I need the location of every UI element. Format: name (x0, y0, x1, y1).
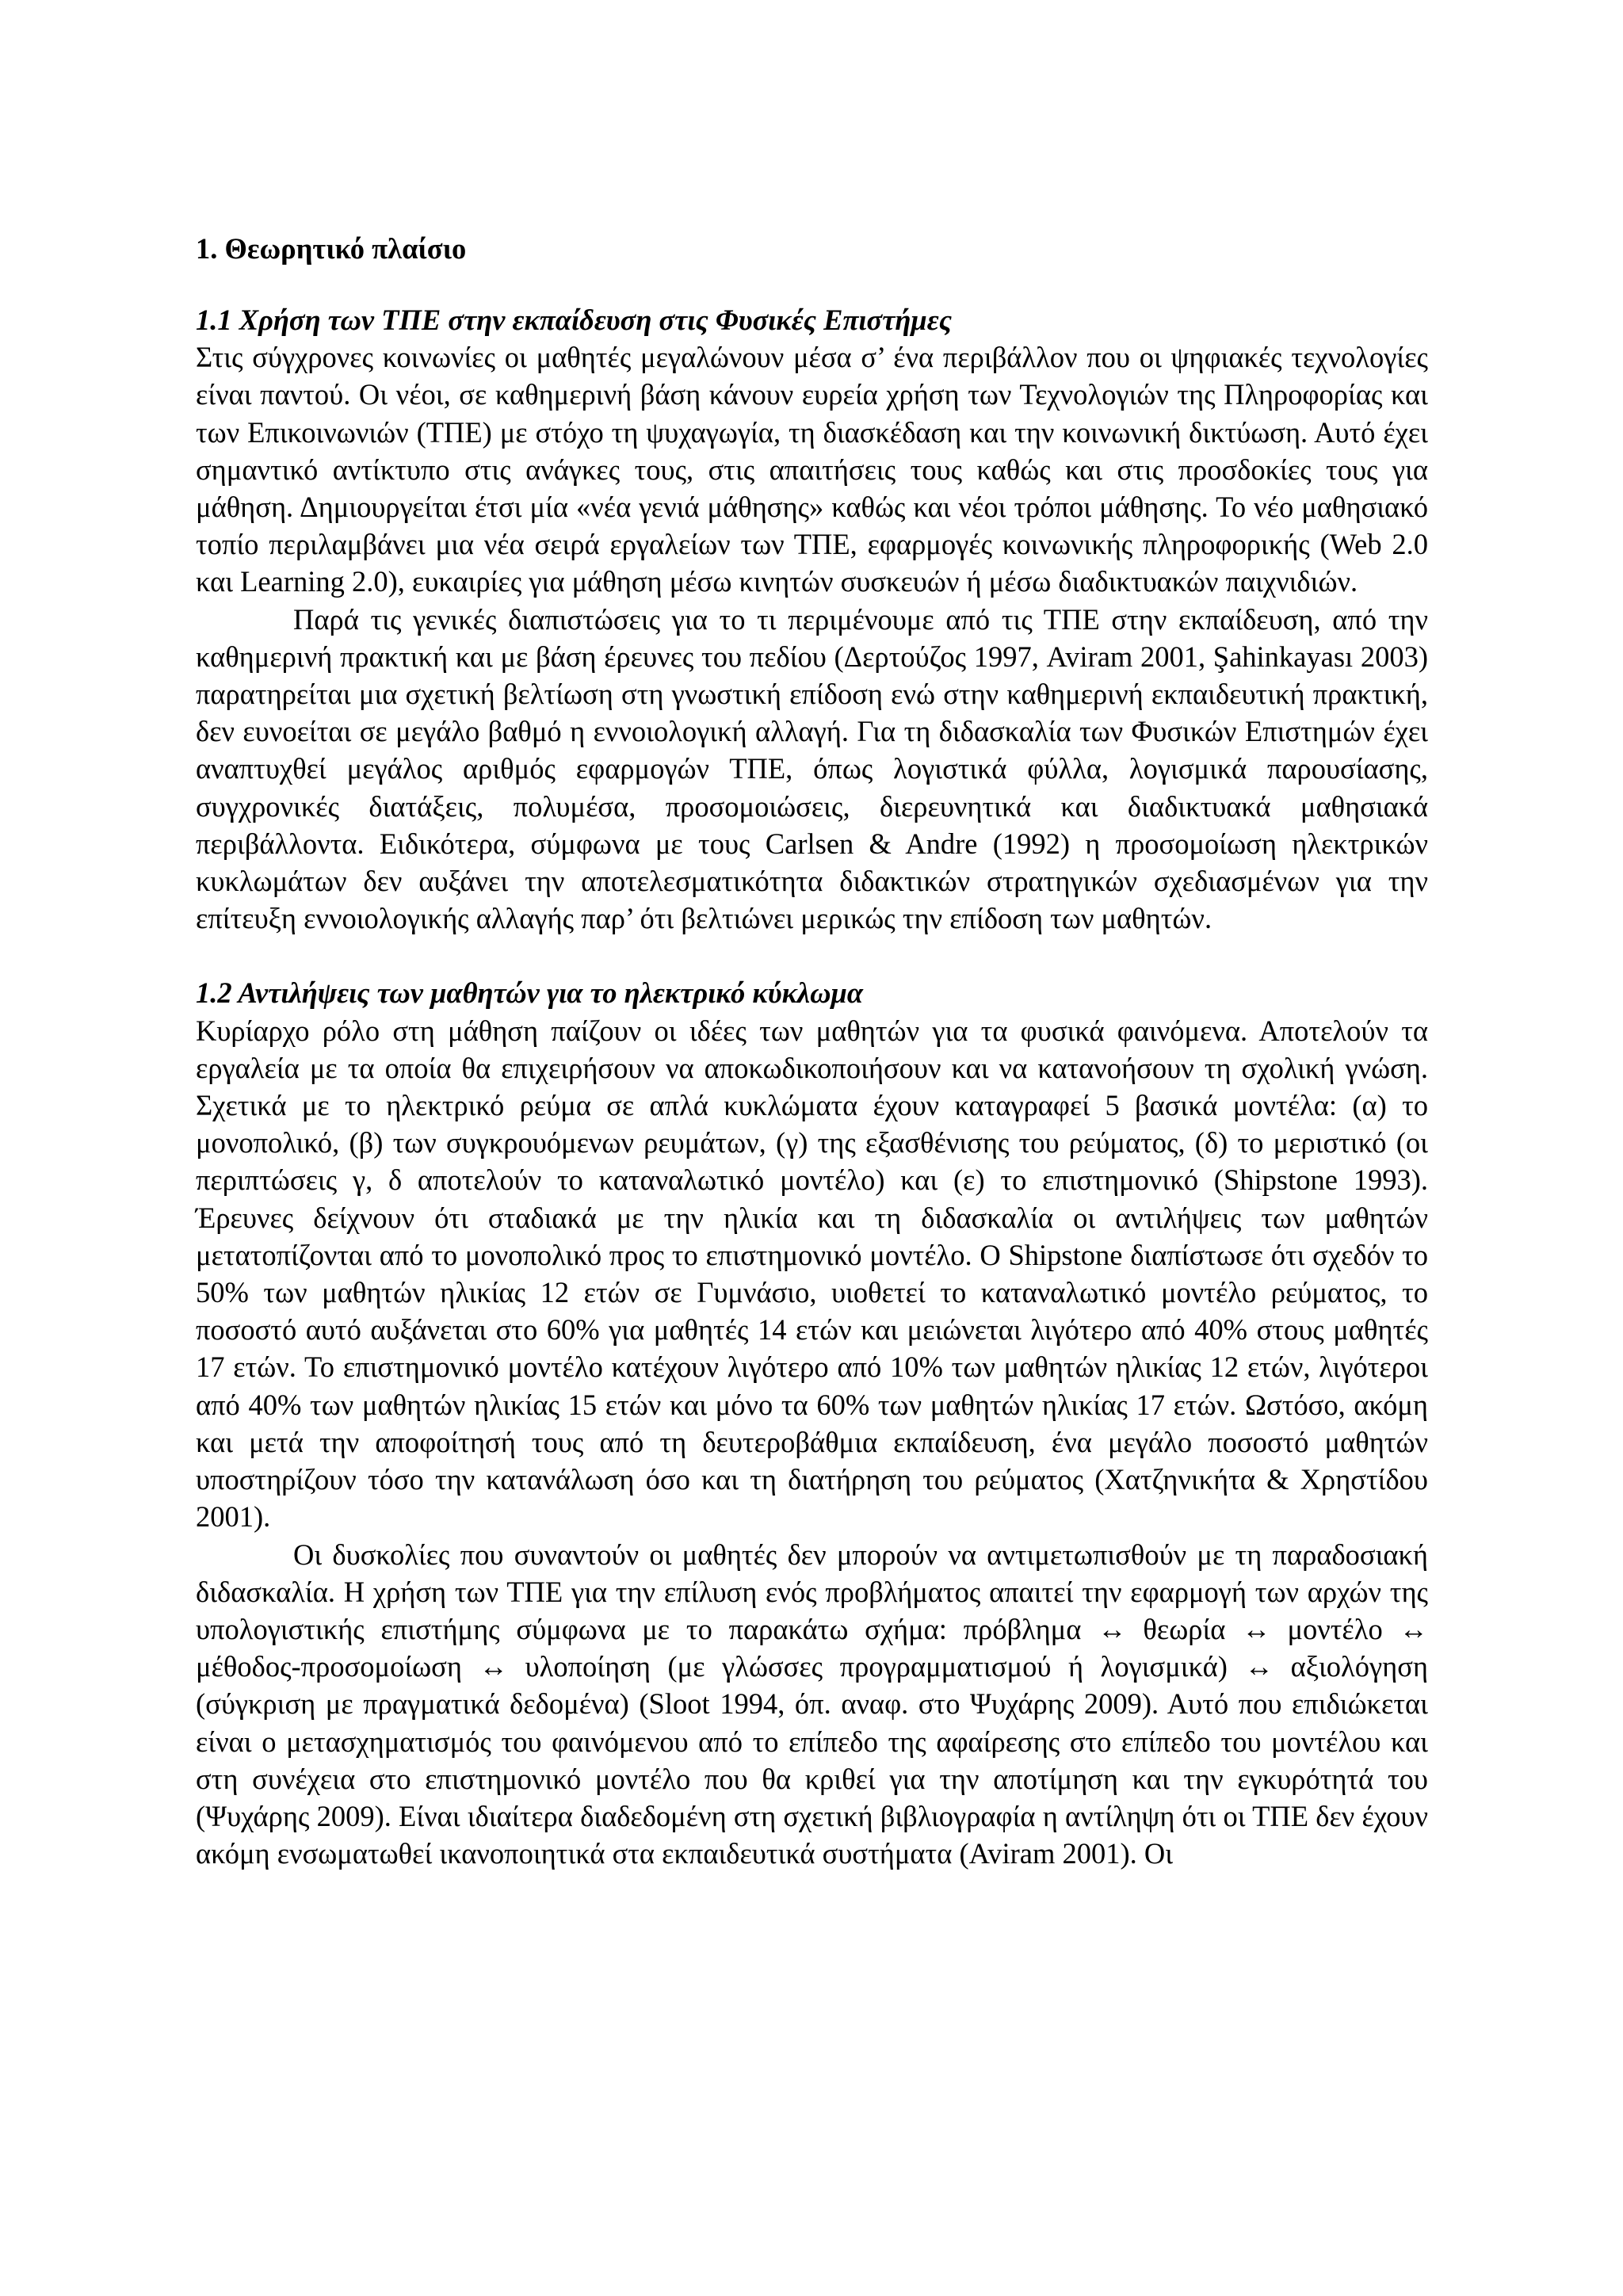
section-spacer (196, 937, 1428, 974)
page-content (196, 230, 1428, 1872)
paragraph: Παρά τις γενικές διαπιστώσεις για το τι περιμένουμε από τις ΤΠΕ στην εκπαίδευση, από την καθημερινή πρακτική και με βάση έρευνες του πεδίου (Δερτούζος 1997, Aviram 2001, Şahinkayası 2003) παρατηρείται μια σχετική βελτίωση στη γνωστική επίδοση ενώ στην καθημερινή εκπαιδευτική πρακτική, δεν ευνοείται σε μεγάλο βαθμό η εννοιολογική αλλαγή. Για τη διδασκαλία των Φυσικών Επιστημών έχει αναπτυχθεί μεγάλος αριθμός εφαρμογών ΤΠΕ, όπως λογιστικά φύλλα, λογισμικά παρουσίασης, συγχρονικές διατάξεις, πολυμέσα, προσομοιώσεις, διερευνητικά και διαδικτυακά μαθησιακά περιβάλλοντα. Ειδικότερα, σύμφωνα με τους Carlsen & Andre (1992) η προσομοίωση ηλεκτρικών κυκλωμάτων δεν αυξάνει την αποτελεσματικότητα διδακτικών στρατηγικών σχεδιασμένων για την επίτευξη εννοιολογικής αλλαγής παρ’ ότι βελτιώνει μερικώς την επίδοση των μαθητών. (196, 602, 1428, 935)
paragraph: Οι δυσκολίες που συναντούν οι μαθητές δεν μπορούν να αντιμετωπισθούν με τη παραδοσιακή διδασκαλία. Η χρήση των ΤΠΕ για την επίλυση ενός προβλήματος απαιτεί την εφαρμογή των αρχών της υπολογιστικής επιστήμης σύμφωνα με το παρακάτω σχήμα: πρόβλημα ↔ θεωρία ↔ μοντέλο ↔ μέθοδος-προσομοίωση ↔ υλοποίηση (με γλώσσες προγραμματισμού ή λογισμικά) ↔ αξιολόγηση (σύγκριση με πραγματικά δεδομένα) (Sloot 1994, όπ. αναφ. στο Ψυχάρης 2009). Αυτό που επιδιώκεται είναι ο μετασχηματισμός του φαινόμενου από το επίπεδο της αφαίρεσης στο επίπεδο του μοντέλου και στη συνέχεια στο επιστημονικό μοντέλο που θα κριθεί για την αποτίμηση και την εγκυρότητά του (Ψυχάρης 2009). Είναι ιδιαίτερα διαδεδομένη στη σχετική βιβλιογραφία η αντίληψη ότι οι ΤΠΕ δεν έχουν ακόμη ενσωματωθεί ικανοποιητικά στα εκπαιδευτικά συστήματα (Aviram 2001). Οι (196, 1538, 1428, 1870)
section-title: 1. Θεωρητικό πλαίσιο (196, 232, 467, 265)
subsection-title-1-1: 1.1 Χρήση των ΤΠΕ στην εκπαίδευση στις Φυσικές Επιστήμες (196, 304, 952, 336)
subsection-title-1-2: 1.2 Αντιλήψεις των μαθητών για το ηλεκτρικό κύκλωμα (196, 976, 864, 1010)
paragraph: Κυρίαρχο ρόλο στη μάθηση παίζουν οι ιδέες των μαθητών για τα φυσικά φαινόμενα. Αποτελούν τα εργαλεία με τα οποία θα επιχειρήσουν να αποκωδικοποιήσουν και να κατανοήσουν τη σχολική γνώση. Σχετικά με το ηλεκτρικό ρεύμα σε απλά κυκλώματα έχουν καταγραφεί 5 βασικά μοντέλα: (α) το μονοπολικό, (β) των συγκρουόμενων ρευμάτων, (γ) της εξασθένισης του ρεύματος, (δ) το μεριστικό (οι περιπτώσεις γ, δ αποτελούν το καταναλωτικό μοντέλο) και (ε) το επιστημονικό (Shipstone 1993). Έρευνες δείχνουν ότι σταδιακά με την ηλικία και τη διδασκαλία οι αντιλήψεις των μαθητών μετατοπίζονται από το μονοπολικό προς το επιστημονικό μοντέλο. Ο Shipstone διαπίστωσε ότι σχεδόν το 50% των μαθητών ηλικίας 12 ετών σε Γυμνάσιο, υιοθετεί το καταναλωτικό μοντέλο ρεύματος, το ποσοστό αυτό αυξάνεται στο 60% για μαθητές 14 ετών και μειώνεται λιγότερο από 40% στους μαθητές 17 ετών. Το επιστημονικό μοντέλο κατέχουν λιγότερο από 10% των μαθητών ηλικίας 12 ετών, λιγότεροι από 40% των μαθητών ηλικίας 15 ετών και μόνο τα 60% των μαθητών ηλικίας 17 ετών. Ωστόσο, ακόμη και μετά την αποφοίτησή τους από τη δευτεροβάθμια εκπαίδευση, ένα μεγάλο ποσοστό μαθητών υποστηρίζουν τόσο την κατανάλωση όσο και τη διατήρηση του ρεύματος (Χατζηνικήτα & Χρηστίδου 2001). (196, 1014, 1428, 1534)
paragraph: Στις σύγχρονες κοινωνίες οι μαθητές μεγαλώνουν μέσα σ’ ένα περιβάλλον που οι ψηφιακές τεχνολογίες είναι παντού. Οι νέοι, σε καθημερινή βάση κάνουν ευρεία χρήση των Τεχνολογιών της Πληροφορίας και των Επικοινωνιών (ΤΠΕ) με στόχο τη ψυχαγωγία, τη διασκέδαση και την κοινωνική δικτύωση. Αυτό έχει σημαντικό αντίκτυπο στις ανάγκες τους, στις απαιτήσεις τους καθώς και στις προσδοκίες τους για μάθηση. Δημιουργείται έτσι μία «νέα γενιά μάθησης» καθώς και νέοι τρόποι μάθησης. Το νέο μαθησιακό τοπίο περιλαμβάνει μια νέα σειρά εργαλείων των ΤΠΕ, εφαρμογές κοινωνικής πληροφορικής (Web 2.0 και Learning 2.0), ευκαιρίες για μάθηση μέσω κινητών συσκευών ή μέσω διαδικτυακών παιχνιδιών. (196, 341, 1428, 598)
